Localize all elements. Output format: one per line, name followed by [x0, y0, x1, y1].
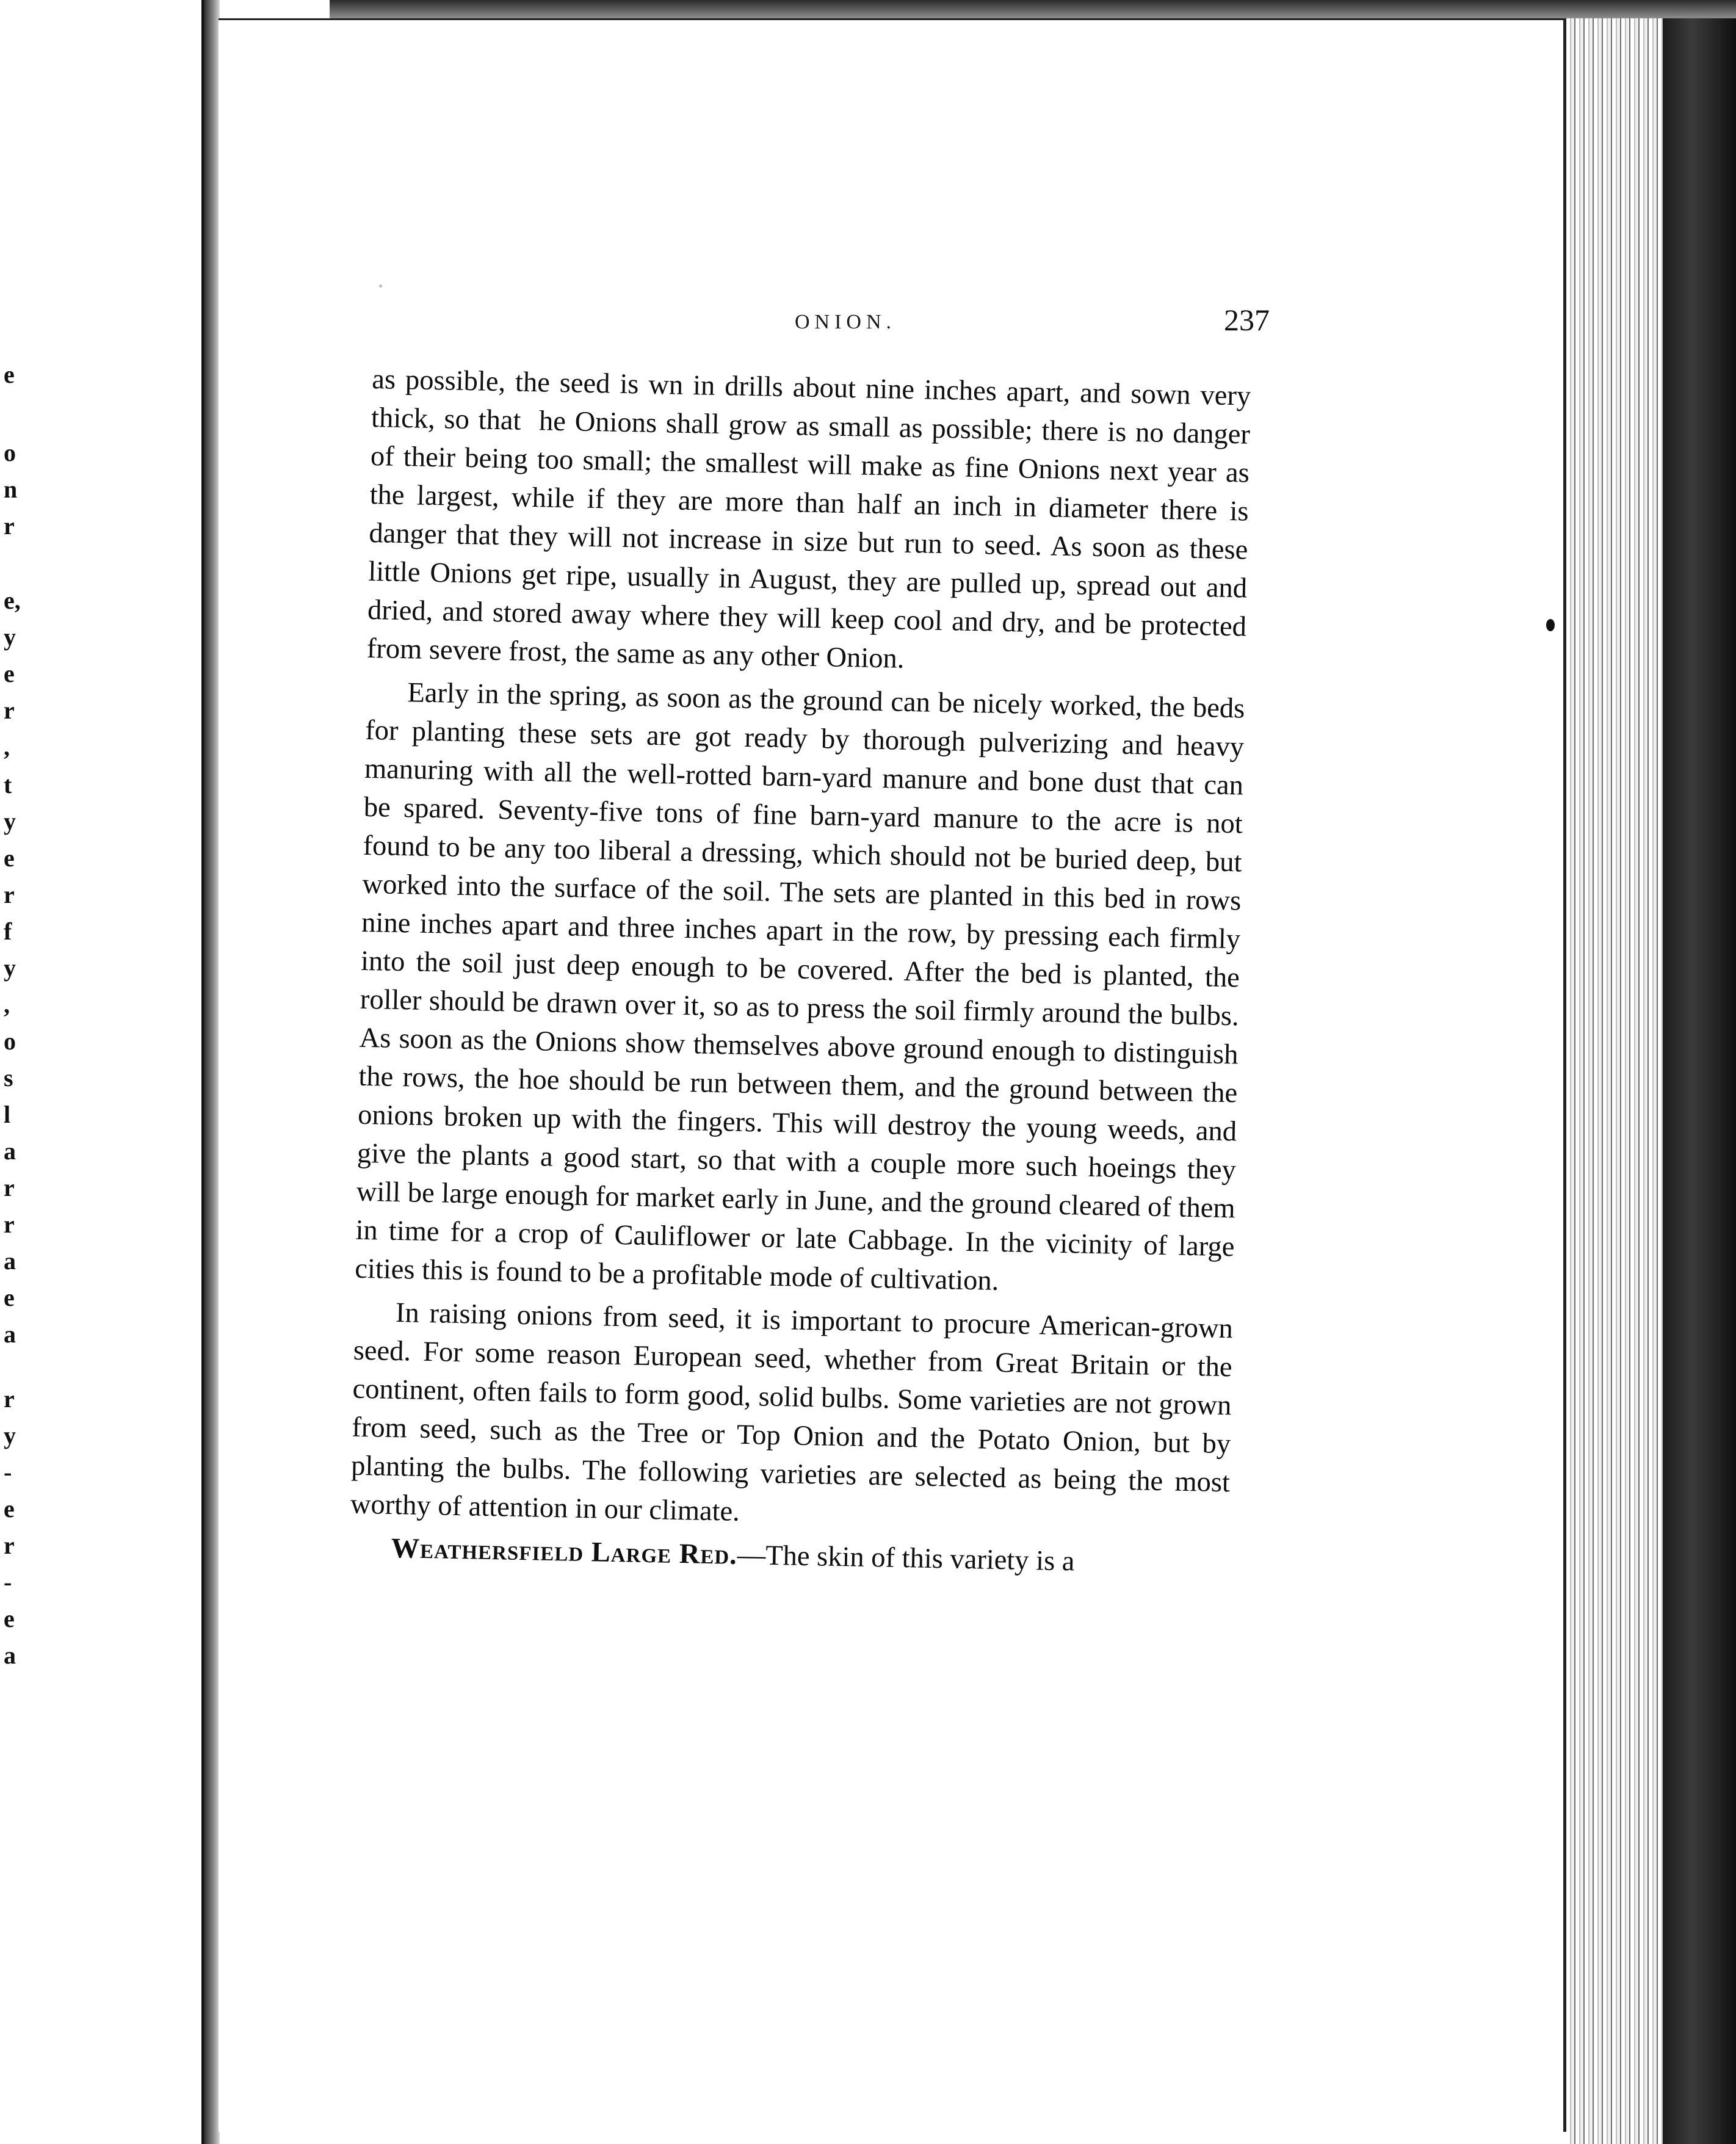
left-page-letter-fragment: a	[4, 1247, 16, 1275]
left-page-letter-fragment: -	[4, 1568, 12, 1596]
ink-speck	[1546, 619, 1555, 631]
left-page-letter-fragment: ,	[4, 733, 10, 761]
left-page-letter-fragment: e,	[4, 587, 21, 614]
paragraph-3: In raising onions from seed, it is important to procure American-grown seed. For some reason European seed, whether from Great Britain or the continent, often fails to form good, solid bulbs. Some varieties are not grown from seed, such as the Tree or Top Onion and the Potato Onion, but by planting the bulbs. The following varieties are selected as being the most worthy of attention in our climate.	[350, 1297, 1234, 1527]
left-page-letter-fragment: y	[4, 808, 16, 835]
variety-name: Weathersfield Large Red.	[391, 1532, 738, 1571]
left-page-letter-fragment: y	[4, 1422, 16, 1449]
variety-description: —The skin of this variety is a	[737, 1539, 1075, 1577]
left-page-letter-fragment: a	[4, 1137, 16, 1165]
left-page-letter-fragment: o	[4, 439, 16, 466]
page-edges	[1566, 18, 1736, 2144]
left-page-letter-fragment: y	[4, 623, 16, 651]
left-page-letter-fragment: a	[4, 1642, 16, 1669]
left-page-letter-fragment: r	[4, 697, 15, 724]
left-page-letter-fragment: f	[4, 918, 12, 945]
paragraph-1: as possible, the seed is wn in drills about nine inches apart, and sown very thick, so that he Onions shall grow as small as possible; there is no danger of their being too small; the smallest will make as fine Onions next year as the largest, while if they are more than half an inch in diameter there is danger that they will not increase in size but run to seed. As soon as these little Onions get ripe, usually in August, they are pulled up, spread out and dried, and stored away where they will keep cool and dry, and be protected from severe frost, the same as any other Onion.	[366, 363, 1251, 675]
page-number: 237	[1224, 303, 1270, 337]
left-page-letter-fragment: ,	[4, 991, 10, 1018]
left-page-letter-fragment: t	[4, 771, 12, 799]
body-text	[349, 360, 1251, 1588]
left-page-letter-fragment: r	[4, 1532, 15, 1559]
left-page-letter-fragment: r	[4, 1211, 15, 1238]
left-page-letter-fragment: e	[4, 1605, 15, 1632]
left-page-letter-fragment: y	[4, 954, 16, 982]
left-page-letter-fragment: s	[4, 1064, 13, 1092]
left-page-letter-fragment: r	[4, 512, 15, 540]
left-page-letter-fragment: o	[4, 1027, 16, 1055]
left-page-letter-fragment: a	[4, 1320, 16, 1348]
left-page-letter-fragment: -	[4, 1458, 12, 1486]
running-title: ONION.	[795, 311, 897, 333]
left-page-letter-fragment: r	[4, 1174, 15, 1201]
left-page-letter-fragment: r	[4, 1385, 15, 1413]
left-page-letter-fragment: e	[4, 1495, 15, 1523]
left-page-letter-fragment: e	[4, 660, 15, 687]
book-gutter	[204, 0, 220, 2144]
ink-speck	[379, 284, 382, 288]
left-page-letter-fragment: r	[4, 881, 15, 908]
running-head	[568, 302, 1270, 345]
left-page-letter-fragment: e	[4, 1284, 15, 1311]
paragraph-2: Early in the spring, as soon as the ground can be nicely worked, the beds for planting these sets are got ready by thorough pulverizing and heavy manuring with all the well-rotted barn-yard manure and bone dust that can be spared. Seventy-five tons of fine barn-yard manure to the acre is not found to be any too liberal a dressing, which should not be buried deep, but worked into the surface of the soil. The sets are planted in this bed in rows nine inches apart and three inches apart in the row, by pressing each firmly into the soil just deep enough to be covered. After the bed is planted, the roller should be drawn over it, so as to press the soil firmly around the bulbs. As soon as the Onions show themselves above ground enough to distinguish the rows, the hoe should be run between them, and the ground between the onions broken up with the fingers. This will destroy the young weeds, and give the plants a good start, so that with a couple more such hoeings they will be large enough for market early in June, and the ground cleared of them in time for a crop of Cauliflower or late Cabbage. In the vicinity of large cities this is found to be a profitable mode of cultivation.	[354, 677, 1245, 1297]
left-page-letter-fragment: n	[4, 476, 18, 503]
book-top-edge	[330, 0, 1736, 18]
left-page-letter-fragment: e	[4, 844, 15, 872]
left-page-margin	[0, 0, 204, 2144]
left-page-letter-fragment: l	[4, 1101, 11, 1128]
left-page-letter-fragment: e	[4, 361, 15, 388]
book-cover-edge	[1663, 18, 1736, 2144]
